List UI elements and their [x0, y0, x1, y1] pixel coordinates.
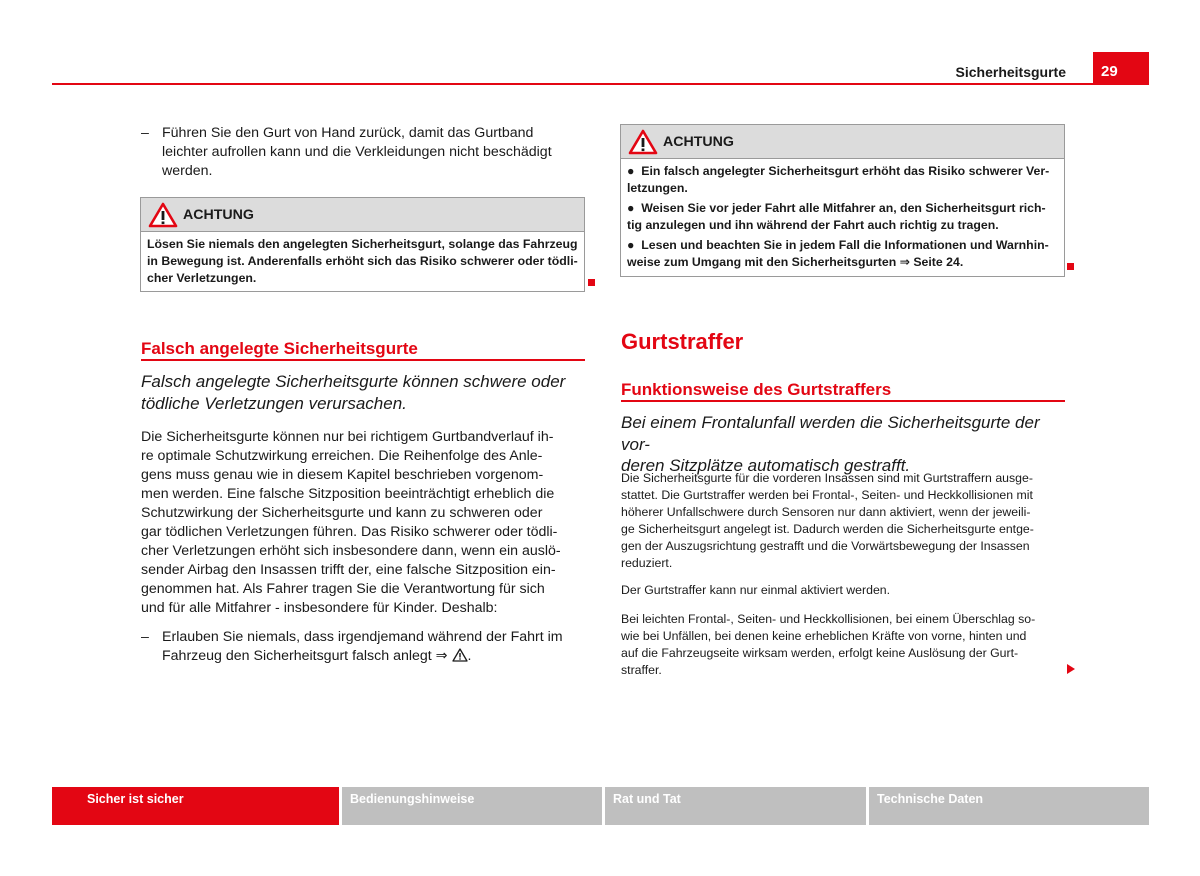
page-number: 29	[1101, 63, 1118, 80]
tab-label: Bedienungshinweise	[350, 792, 475, 806]
header-section-title: Sicherheitsgurte	[955, 64, 1066, 80]
text-line: Lösen Sie niemals den angelegten Sicherheitsgurt, solange das Fahrzeug	[147, 237, 578, 251]
body-paragraph	[141, 428, 591, 618]
dash-marker: –	[141, 629, 149, 645]
text-fragment: Fahrzeug den Sicherheitsgurt falsch anlegt ⇒	[162, 648, 448, 664]
text-line: Bei einem Frontalunfall werden die Sicherheitsgurte der vor-	[621, 413, 1040, 454]
section-end-icon	[1067, 263, 1074, 270]
section-heading: Falsch angelegte Sicherheitsgurte	[141, 339, 418, 358]
text-line: und für alle Mitfahrer - insbesondere für Kinder. Deshalb:	[141, 600, 498, 616]
text-line: Falsch angelegte Sicherheitsgurte können schwere oder	[141, 372, 566, 391]
text-line: genommen hat. Als Fahrer tragen Sie die Verantwortung für sich	[141, 581, 545, 597]
warning-bullet-item	[627, 163, 1058, 197]
text-line: stattet. Die Gurtstraffer werden bei Frontal-, Seiten- und Heckkollisionen mit	[621, 488, 1033, 502]
text-line: Die Sicherheitsgurte für die vorderen Insassen sind mit Gurtstraffern ausge-	[621, 471, 1033, 485]
warning-triangle-icon	[628, 129, 658, 155]
text-line: Führen Sie den Gurt von Hand zurück, damit das Gurtband	[162, 125, 534, 141]
heading-rule	[141, 359, 585, 361]
text-line: re optimale Schutzwirkung erreichen. Die Reihenfolge des Anle-	[141, 448, 543, 464]
tab-rat-und-tat[interactable]	[605, 787, 866, 825]
continue-arrow-icon[interactable]	[1067, 664, 1075, 674]
warning-list	[621, 159, 1064, 271]
text-line: straffer.	[621, 663, 662, 677]
text-line: höherer Unfallschwere durch Sensoren nur dann aktiviert, wenn der jeweili-	[621, 505, 1031, 519]
tab-sicher-ist-sicher[interactable]	[52, 787, 339, 825]
chapter-title: Gurtstraffer	[621, 329, 744, 354]
body-paragraph: Der Gurtstraffer kann nur einmal aktiviert werden.	[621, 583, 891, 597]
text-line: letzungen.	[627, 181, 688, 195]
text-line: Schutzwirkung der Sicherheitsgurte und kann zu schweren oder	[141, 505, 543, 521]
text-line: cher Verletzungen.	[147, 271, 257, 285]
bullet-icon: ●	[627, 201, 635, 215]
warning-box	[140, 197, 585, 292]
page-number-tab	[1093, 52, 1149, 85]
section-heading: Funktionsweise des Gurtstraffers	[621, 380, 892, 399]
header-rule	[52, 83, 1149, 85]
text-line: wie bei Unfällen, bei denen keine erheblichen Kräfte von vorne, hinten und	[621, 629, 1027, 643]
text-line: Erlauben Sie niemals, dass irgendjemand während der Fahrt im	[162, 629, 563, 645]
warning-box	[620, 124, 1065, 277]
body-paragraph	[621, 470, 1071, 572]
warning-header	[621, 125, 1064, 159]
heading-rule	[621, 400, 1065, 402]
body-paragraph	[621, 611, 1071, 679]
text-line: tödliche Verletzungen verursachen.	[141, 393, 407, 413]
text-line	[162, 647, 563, 666]
text-line: Die Sicherheitsgurte können nur bei richtigem Gurtbandverlauf ih-	[141, 429, 554, 445]
warning-triangle-icon[interactable]	[452, 648, 468, 662]
tab-label: Rat und Tat	[613, 792, 681, 806]
text-line: Ein falsch angelegter Sicherheitsgurt erhöht das Risiko schwerer Ver-	[641, 164, 1050, 178]
text-line: gens muss genau wie in diesem Kapitel beschrieben vorgenom-	[141, 467, 544, 483]
warning-text	[141, 232, 584, 287]
warning-triangle-icon	[148, 202, 178, 228]
text-line: gar tödlichen Verletzungen führen. Das Risiko schwerer oder tödli-	[141, 524, 558, 540]
text-line: Lesen und beachten Sie in jedem Fall die Informationen und Warnhin-	[641, 238, 1049, 252]
tab-technische-daten[interactable]	[869, 787, 1149, 825]
lead-paragraph	[621, 412, 1071, 477]
text-line: leichter aufrollen kann und die Verkleidungen nicht beschädigt	[162, 144, 552, 160]
text-line: sender Airbag den Insassen trifft der, eine falsche Sitzposition ein-	[141, 562, 556, 578]
warning-label: ACHTUNG	[183, 207, 254, 223]
text-line: cher Verletzungen erhöht sich insbesondere dann, wenn ein auslö-	[141, 543, 561, 559]
text-line: werden.	[162, 163, 213, 179]
text-line-with-link[interactable]: weise zum Umgang mit den Sicherheitsgurten ⇒ Seite 24.	[627, 255, 964, 269]
tab-label: Technische Daten	[877, 792, 984, 806]
dash-marker: –	[141, 125, 149, 141]
text-line: deren Sitzplätze automatisch gestrafft.	[621, 456, 911, 475]
bullet-icon: ●	[627, 238, 635, 252]
text-line: reduziert.	[621, 556, 673, 570]
text-line: auf die Fahrzeugseite wirksam werden, erfolgt keine Auslösung der Gurt-	[621, 646, 1019, 660]
text-line: in Bewegung ist. Anderenfalls erhöht sich das Risiko schwerer oder tödli-	[147, 254, 578, 268]
bullet-icon: ●	[627, 164, 635, 178]
tab-label: Sicher ist sicher	[87, 792, 184, 806]
text-line: men werden. Eine falsche Sitzposition beeinträchtigt erheblich die	[141, 486, 555, 502]
text-line: tig anzulegen und ihn während der Fahrt auch richtig zu tragen.	[627, 218, 999, 232]
section-end-icon	[588, 279, 595, 286]
text-line: Weisen Sie vor jeder Fahrt alle Mitfahrer an, den Sicherheitsgurt rich-	[641, 201, 1046, 215]
text-fragment: .	[467, 648, 472, 664]
warning-label: ACHTUNG	[663, 134, 734, 150]
text-line: gen der Auszugsrichtung gestrafft und die Vorwärtsbewegung der Insassen	[621, 539, 1030, 553]
text-line: ge Sicherheitsgurt angelegt ist. Dadurch werden die Sicherheitsgurte entge-	[621, 522, 1034, 536]
warning-bullet-item	[627, 200, 1058, 234]
warning-header	[141, 198, 584, 232]
warning-bullet-item	[627, 237, 1058, 271]
lead-paragraph	[141, 371, 591, 414]
text-line: Bei leichten Frontal-, Seiten- und Heckkollisionen, bei einem Überschlag so-	[621, 612, 1036, 626]
tab-bedienungshinweise[interactable]	[342, 787, 602, 825]
